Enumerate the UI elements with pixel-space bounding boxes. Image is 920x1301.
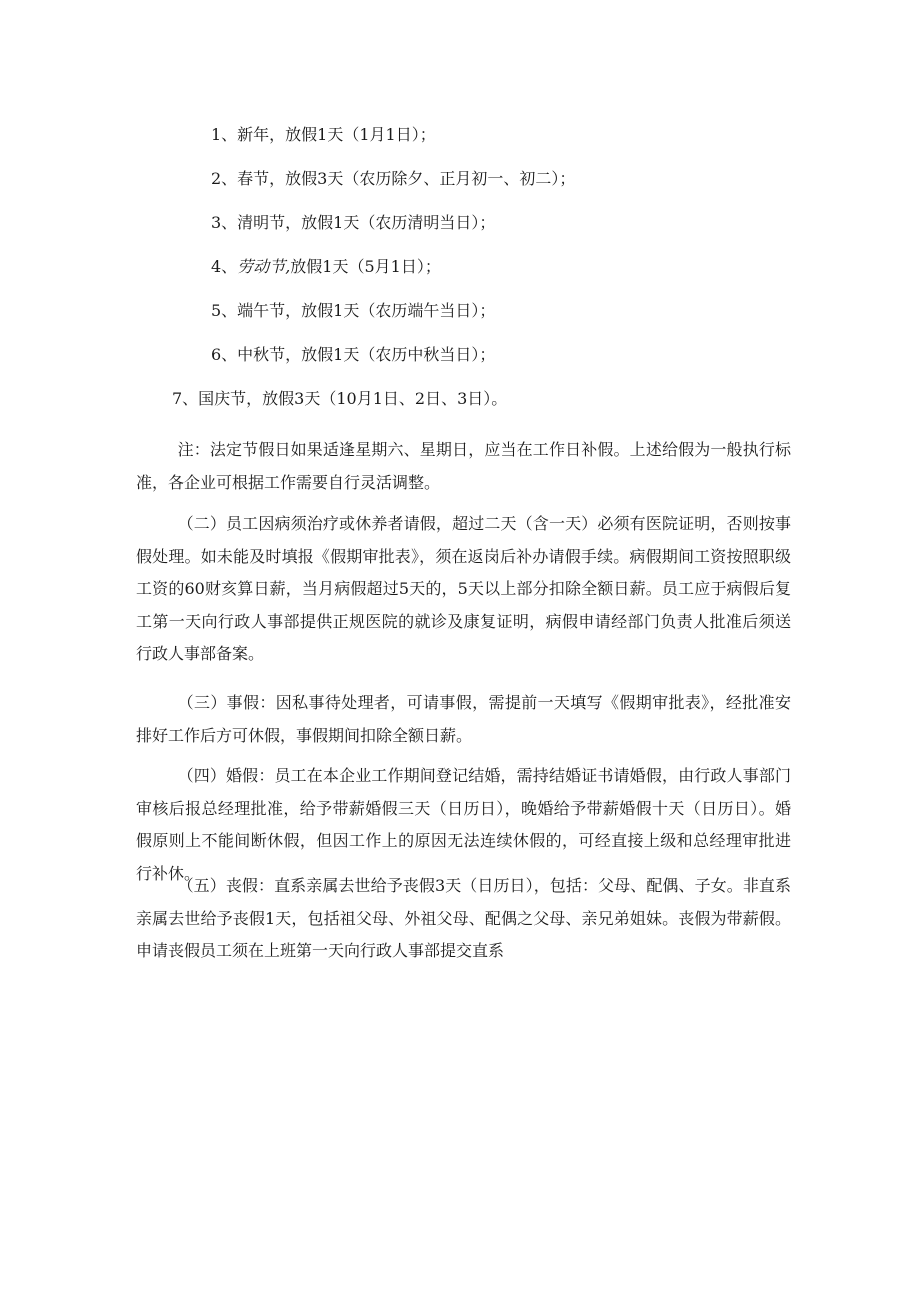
holiday-item-labor-day-detail: 放假1天（5月1日）； <box>290 257 441 276</box>
holiday-item-qingming: 3、清明节，放假1天（农历清明当日）； <box>211 213 496 232</box>
holiday-item-new-year: 1、新年，放假1天（1月1日）； <box>211 125 436 144</box>
section-bereavement-leave: （五）丧假：直系亲属去世给予丧假3天（日历日），包括：父母、配偶、子女。非直系亲属去世给予丧假1天，包括祖父母、外祖父母、配偶之父母、亲兄弟姐妹。丧假为带薪假。申请丧假员工须在上班第一天向行政人事部提交直系 <box>136 876 791 960</box>
section-personal-leave: （三）事假：因私事待处理者，可请事假，需提前一天填写《假期审批表》，经批准安排好工作后方可休假，事假期间扣除全额日薪。 <box>136 693 791 745</box>
holiday-item-labor-day-name: 劳动节, <box>237 257 291 276</box>
holiday-item-spring-festival: 2、春节，放假3天（农历除夕、正月初一、初二）； <box>211 169 576 188</box>
holiday-note: 注：法定节假日如果适逢星期六、星期日，应当在工作日补假。上述给假为一般执行标准，各企业可根据工作需要自行灵活调整。 <box>136 440 791 492</box>
holiday-item-labor-day <box>211 256 441 278</box>
section-marriage-leave: （四）婚假：员工在本企业工作期间登记结婚，需持结婚证书请婚假，由行政人事部门审核后报总经理批准，给予带薪婚假三天（日历日），晚婚给予带薪婚假十天（日历日）。婚假原则上不能间断休假，但因工作上的原因无法连续休假的，可经直接上级和总经理审批进行补休。 <box>136 766 791 883</box>
holiday-item-national-day: 7、国庆节，放假3天（10月1日、2日、3日）。 <box>172 389 508 408</box>
holiday-item-dragon-boat: 5、端午节，放假1天（农历端午当日）； <box>211 301 496 320</box>
section-sick-leave: （二）员工因病须治疗或休养者请假，超过二天（含一天）必须有医院证明，否则按事假处理。如未能及时填报《假期审批表》，须在返岗后补办请假手续。病假期间工资按照职级工资的60财亥算日薪，当月病假超过5天的，5天以上部分扣除全额日薪。员工应于病假后复工第一天向行政人事部提供正规医院的就诊及康复证明，病假申请经部门负责人批准后须送行政人事部备案。 <box>136 514 791 663</box>
holiday-item-labor-day-prefix: 4、 <box>211 257 238 276</box>
holiday-item-mid-autumn: 6、中秋节，放假1天（农历中秋当日）； <box>211 345 496 364</box>
